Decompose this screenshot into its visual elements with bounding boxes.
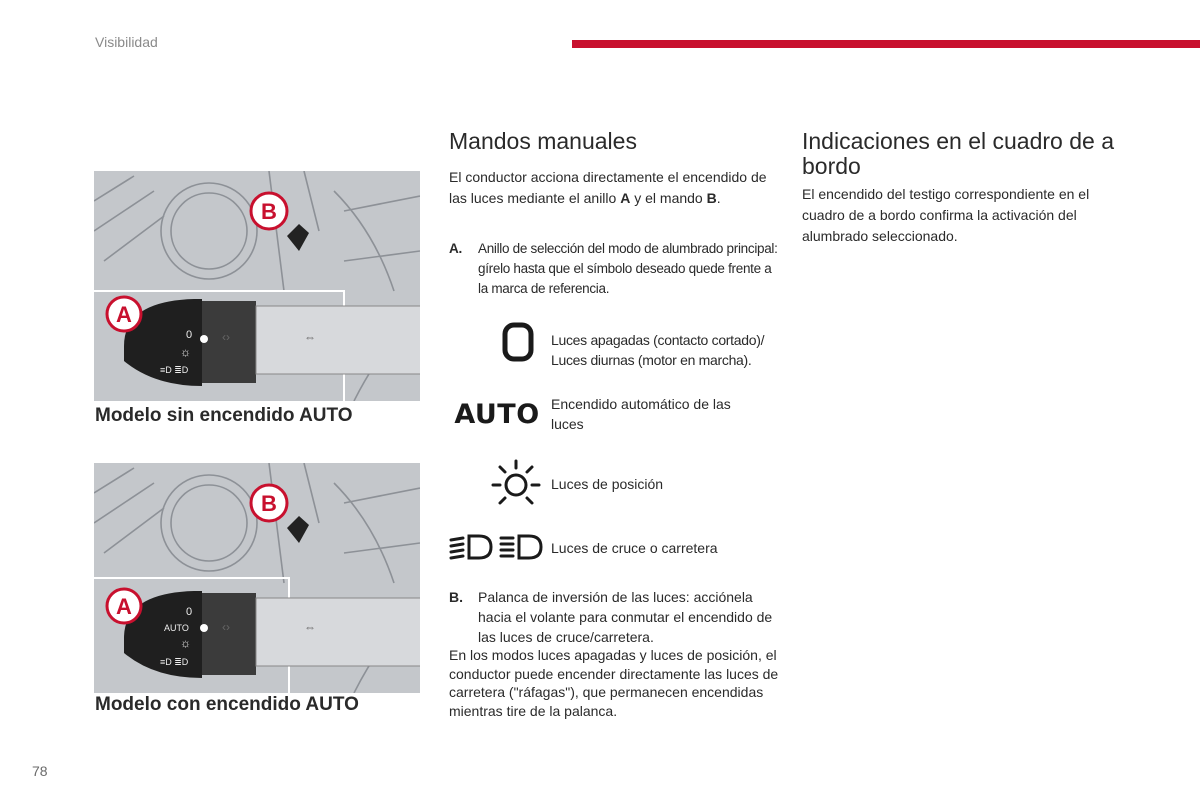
manual-intro: El conductor acciona directamente el encendido de las luces mediante el anillo A y el mando B. [449, 169, 767, 206]
section-accent-bar [572, 40, 1200, 48]
section-title: Visibilidad [95, 34, 158, 50]
headlights-icon [448, 530, 548, 564]
item-b [449, 587, 779, 647]
ring-label-0: 0 [186, 329, 193, 341]
svg-text:‹›: ‹› [222, 620, 230, 634]
auto-icon: AUTO [454, 398, 540, 430]
position-lights-icon [488, 455, 544, 511]
figure-with-auto [94, 463, 420, 693]
symbol-headlights-text: Luces de cruce o carretera [551, 540, 718, 556]
manual-title: Mandos manuales [449, 128, 637, 154]
ring-label-headlights: ≡D ≣D [160, 365, 189, 375]
svg-text:‹›: ‹› [222, 330, 230, 344]
dashboard-text: El encendido del testigo correspondiente en el cuadro de a bordo confirma la activación del alumbrado seleccionado. [802, 186, 1090, 244]
arrow-label: ⇔ [304, 620, 316, 634]
item-a [449, 239, 779, 299]
callout-a: A [116, 302, 132, 327]
arrow-label: ⇔ [304, 330, 316, 344]
manual-closing: En los modos luces apagadas y luces de posición, el conductor puede encender directamente las luces de carretera ("ráfagas"), que permanecen encendidas mientras tire de la palanca. [449, 647, 779, 719]
item-a-letter: A. [449, 241, 462, 256]
ring-label-position: ☼ [180, 636, 191, 650]
item-a-text: Anillo de selección del modo de alumbrado principal: gírelo hasta que el símbolo deseado quede frente a la marca de referencia. [478, 241, 778, 296]
symbol-position-text: Luces de posición [551, 476, 664, 492]
ring-label-0: 0 [186, 606, 193, 618]
dashboard-title: Indicaciones en el cuadro de a bordo [802, 128, 1114, 179]
symbol-auto-text: Encendido automático de las luces [551, 396, 731, 432]
ring-label-position: ☼ [180, 345, 191, 359]
off-icon [496, 320, 540, 364]
figure-caption: Modelo con encendido AUTO [95, 694, 359, 715]
symbol-off-text: Luces apagadas (contacto cortado)/ Luces diurnas (motor en marcha). [551, 332, 765, 368]
ring-label-headlights: ≡D ≣D [160, 657, 189, 667]
figure-without-auto [94, 171, 420, 401]
figure-caption: Modelo sin encendido AUTO [95, 405, 353, 426]
callout-a: A [116, 594, 132, 619]
item-b-letter: B. [449, 589, 463, 605]
callout-b: B [261, 199, 277, 224]
page-number: 78 [32, 763, 48, 779]
item-b-text: Palanca de inversión de las luces: acciónela hacia el volante para conmutar el encendido de las luces de cruce/carretera. [478, 589, 773, 645]
callout-b: B [261, 491, 277, 516]
ring-label-auto: AUTO [164, 623, 189, 633]
